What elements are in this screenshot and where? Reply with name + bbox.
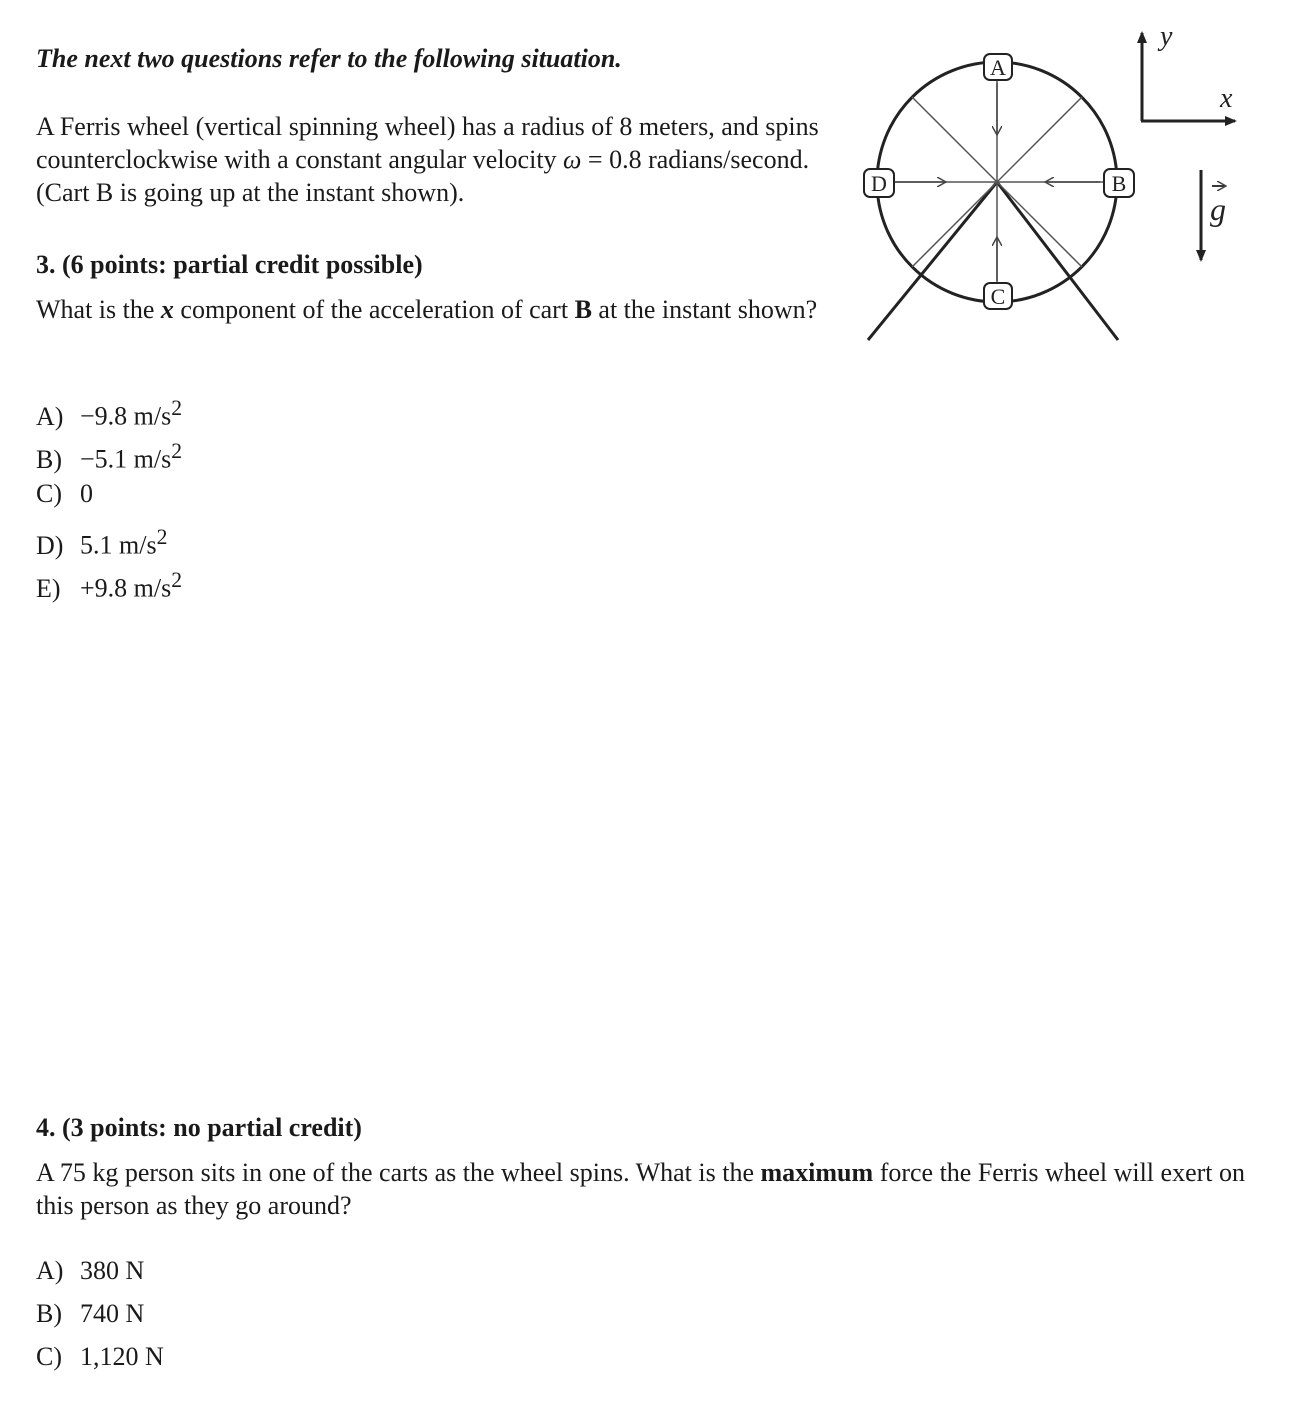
x-axis-label: x [1220,83,1233,114]
q4-choice-a[interactable] [36,1253,164,1296]
q4-text-bold: maximum [760,1158,874,1187]
ferris-wheel-diagram [860,15,1280,355]
q3-heading: 3. (6 points: partial credit possible) [36,250,423,279]
choice-value: 1,120 N [80,1342,164,1371]
cart-a-label: A [990,55,1006,80]
coordinate-axes [1141,21,1235,121]
choice-value: 380 N [80,1256,145,1285]
q3-text-middle: component of the acceleration of cart [173,295,575,324]
q4-choices [36,1253,164,1382]
cart-c [984,283,1012,309]
q4-choice-c[interactable] [36,1339,164,1382]
choice-letter: C) [36,1342,62,1371]
choice-value: 740 N [80,1299,145,1328]
cart-d [864,169,894,197]
choice-letter: A) [36,401,64,431]
q3-choice-d[interactable] [36,519,182,562]
choice-value: −9.8 m/s [80,401,172,431]
support-leg-right [997,182,1118,340]
q3-cart-b: B [574,295,592,324]
situation-text [36,110,836,209]
q4-choice-b[interactable] [36,1296,164,1339]
choice-exponent: 2 [171,568,183,592]
choice-exponent: 2 [171,396,183,420]
cart-a [984,54,1012,80]
cart-d-label: D [871,171,887,196]
choice-value: +9.8 m/s [80,573,172,603]
q3-choice-e[interactable] [36,562,182,605]
cart-b-label: B [1111,171,1127,196]
support-leg-left [868,182,997,340]
q3-x-symbol: x [160,295,174,324]
choice-value: 5.1 m/s [80,530,157,560]
choice-letter: B) [36,444,62,474]
q4-heading: 4. (3 points: no partial credit) [36,1113,362,1142]
cart-b [1104,169,1134,197]
choice-letter: A) [36,1256,64,1285]
situation-part1: A Ferris wheel (vertical spinning wheel) has a radius of 8 meters, and spins counterclockwise with a constant angular velocity [36,112,819,174]
q3-text-before: What is the [36,295,161,324]
choice-value: 0 [80,479,93,508]
situation-part2: = 0.8 radians/second. (Cart B is going up at the instant shown). [36,145,810,207]
cart-c-label: C [990,284,1006,309]
q3-text-after: at the instant shown? [591,295,818,324]
y-axis-label: y [1160,21,1173,52]
choice-exponent: 2 [156,525,168,549]
q4-text-before: A 75 kg person sits in one of the carts as the wheel spins. What is the [36,1158,761,1187]
intro-heading: The next two questions refer to the following situation. [36,44,622,73]
q3-choice-b[interactable] [36,433,182,476]
choice-value: −5.1 m/s [80,444,172,474]
q4-question [36,1156,1256,1222]
choice-letter: B) [36,1299,62,1328]
choice-letter: D) [36,530,64,560]
q3-choices [36,390,182,605]
gravity-label: g [1210,191,1226,227]
omega-symbol: ω [563,145,582,174]
choice-exponent: 2 [171,439,183,463]
gravity-vector [1201,170,1226,260]
choice-letter: C) [36,479,62,508]
q4-text-after: force the Ferris wheel will exert on this person as they go around? [36,1158,1245,1220]
choice-letter: E) [36,573,61,603]
q3-choice-a[interactable] [36,390,182,433]
q3-question [36,293,826,326]
q3-choice-c[interactable] [36,476,182,519]
